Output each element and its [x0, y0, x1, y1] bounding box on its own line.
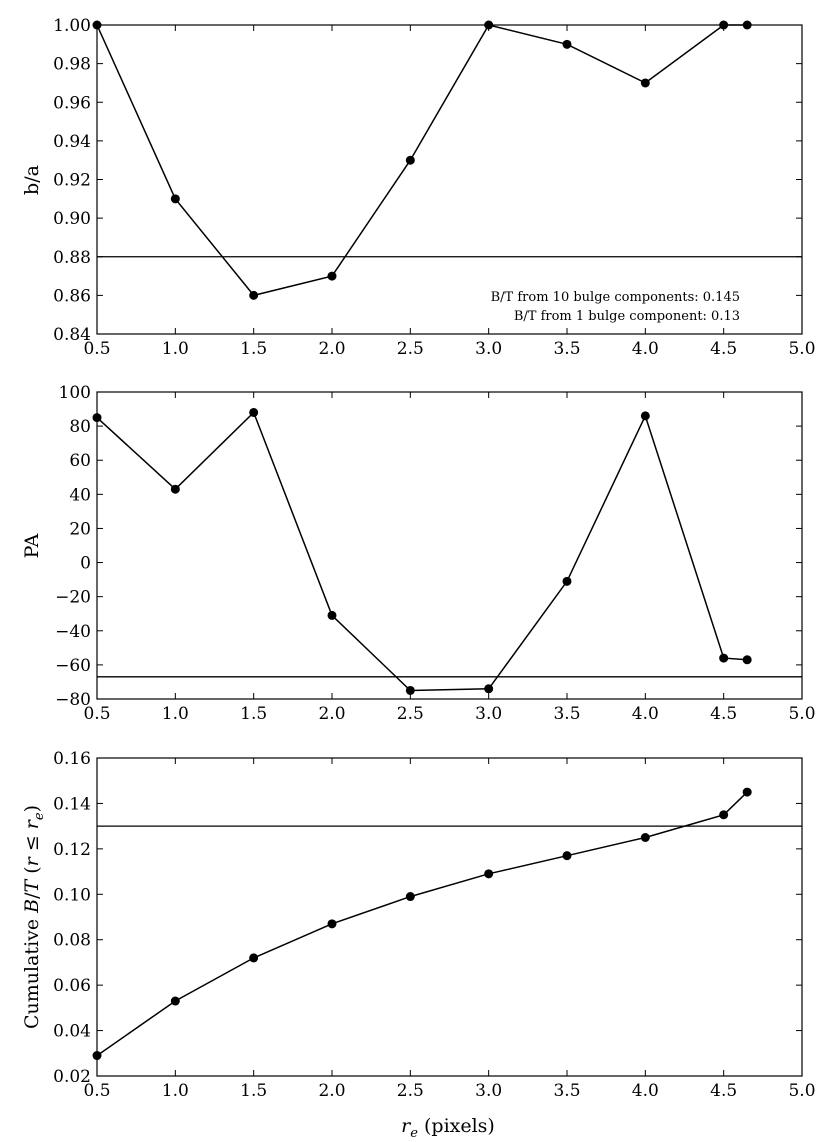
pa-plot-layer: [55, 383, 815, 724]
pa-y-tick-label: 100: [58, 383, 91, 403]
ba-x-tick-label: 3.5: [553, 339, 581, 359]
pa-x-tick-label: 3.5: [553, 704, 581, 724]
ba-x-tick-label: 2.0: [318, 339, 346, 359]
cbt-y-tick-label: 0.02: [53, 1067, 91, 1087]
pa-data-point: [171, 485, 180, 494]
ba-data-point: [406, 156, 415, 165]
ba-x-tick-label: 4.0: [631, 339, 659, 359]
pa-y-axis-title: PA: [21, 533, 43, 559]
pa-y-tick-label: −20: [55, 587, 91, 608]
pa-y-tick-label: 40: [69, 485, 91, 506]
ba-x-tick-label: 5.0: [788, 339, 816, 359]
pa-x-tick-label: 2.0: [318, 704, 346, 724]
pa-data-point: [328, 611, 337, 620]
cbt-plot-frame: [97, 758, 802, 1076]
ba-data-point: [743, 21, 752, 30]
ba-y-tick-label: 0.96: [53, 93, 91, 114]
pa-x-tick-label: 4.0: [631, 704, 659, 724]
ba-data-point: [93, 21, 102, 30]
pa-y-tick-label: −60: [55, 655, 91, 676]
cbt-y-tick-label: 0.12: [53, 839, 91, 860]
pa-y-tick-label: 20: [69, 519, 91, 540]
cbt-data-point: [171, 997, 180, 1006]
cbt-plot-layer: [53, 749, 815, 1101]
pa-x-tick-label: 1.0: [161, 704, 189, 724]
ba-data-point: [328, 272, 337, 281]
ba-y-tick-label: 0.90: [53, 209, 91, 230]
pa-data-point: [249, 408, 258, 417]
pa-y-tick-label: 60: [69, 451, 91, 472]
ba-y-axis-title: b/a: [21, 165, 43, 195]
pa-y-tick-label: −40: [55, 621, 91, 642]
cbt-data-point: [328, 919, 337, 928]
ba-series-line: [97, 25, 747, 295]
ba-x-tick-label: 2.5: [396, 339, 424, 359]
cbt-series-line: [97, 792, 747, 1056]
ba-data-point: [641, 78, 650, 87]
panel-position-angle: [21, 383, 816, 724]
pa-series-line: [97, 413, 747, 691]
ba-y-tick-label: 1.00: [53, 16, 91, 36]
ba-x-tick-label: 4.5: [710, 339, 738, 359]
ba-x-tick-label: 1.5: [240, 339, 268, 359]
ba-y-tick-label: 0.98: [53, 54, 91, 75]
ba-data-point: [719, 21, 728, 30]
cbt-x-tick-label: 5.0: [788, 1081, 816, 1101]
cbt-data-point: [719, 810, 728, 819]
pa-x-tick-label: 3.0: [475, 704, 503, 724]
cbt-y-axis-title: Cumulative B/T $(r \le r_e)$: [21, 805, 47, 1029]
annotation-line-2: B/T from 1 bulge component: 0.13: [513, 309, 740, 324]
pa-x-tick-label: 0.5: [83, 704, 111, 724]
ba-data-point: [484, 21, 493, 30]
panel-axis-ratio: [21, 16, 816, 359]
cbt-x-tick-label: 4.0: [631, 1081, 659, 1101]
ba-y-tick-label: 0.92: [53, 170, 91, 191]
cbt-data-point: [249, 953, 258, 962]
ba-y-tick-label: 0.94: [53, 131, 91, 152]
cbt-data-point: [484, 869, 493, 878]
cbt-data-point: [93, 1051, 102, 1060]
cbt-x-tick-label: 2.5: [396, 1081, 424, 1101]
cbt-x-tick-label: 4.5: [710, 1081, 738, 1101]
ba-y-tick-label: 0.88: [53, 247, 91, 268]
pa-y-tick-label: 0: [80, 553, 91, 574]
ba-x-tick-label: 0.5: [83, 339, 111, 359]
pa-x-tick-label: 4.5: [710, 704, 738, 724]
pa-x-tick-label: 1.5: [240, 704, 268, 724]
cbt-data-point: [406, 892, 415, 901]
ba-data-point: [249, 291, 258, 300]
cbt-y-tick-label: 0.10: [53, 885, 91, 906]
ba-x-tick-label: 1.0: [161, 339, 189, 359]
cbt-y-tick-label: 0.04: [53, 1021, 91, 1042]
cbt-x-axis-title: $r_e$ (pixels): [401, 1115, 495, 1141]
pa-data-point: [641, 411, 650, 420]
pa-data-point: [563, 577, 572, 586]
ba-y-tick-label: 0.84: [53, 325, 91, 345]
cbt-x-tick-label: 1.5: [240, 1081, 268, 1101]
pa-data-point: [743, 655, 752, 664]
pa-x-tick-label: 2.5: [396, 704, 424, 724]
cbt-x-tick-label: 1.0: [161, 1081, 189, 1101]
pa-data-point: [484, 684, 493, 693]
ba-plot-frame: [97, 25, 802, 334]
pa-plot-frame: [97, 392, 802, 699]
panel-cumulative-bt: [21, 749, 816, 1141]
pa-y-tick-label: 80: [69, 417, 91, 438]
pa-y-tick-label: −80: [55, 690, 91, 710]
cbt-y-tick-label: 0.08: [53, 930, 91, 951]
ba-data-point: [171, 194, 180, 203]
pa-x-tick-label: 5.0: [788, 704, 816, 724]
ba-x-tick-label: 3.0: [475, 339, 503, 359]
cbt-data-point: [743, 788, 752, 797]
cbt-y-tick-label: 0.06: [53, 976, 91, 997]
cbt-x-tick-label: 3.0: [475, 1081, 503, 1101]
pa-data-point: [406, 686, 415, 695]
cbt-data-point: [563, 851, 572, 860]
pa-data-point: [719, 654, 728, 663]
cbt-y-tick-label: 0.16: [53, 749, 91, 769]
annotation-line-1: B/T from 10 bulge components: 0.145: [490, 290, 740, 305]
ba-data-point: [563, 40, 572, 49]
ba-plot-layer: [53, 16, 815, 359]
cbt-y-tick-label: 0.14: [53, 794, 91, 815]
ba-y-tick-label: 0.86: [53, 286, 91, 307]
cbt-x-tick-label: 3.5: [553, 1081, 581, 1101]
cbt-x-tick-label: 2.0: [318, 1081, 346, 1101]
pa-data-point: [93, 413, 102, 422]
cbt-x-tick-label: 0.5: [83, 1081, 111, 1101]
cbt-data-point: [641, 833, 650, 842]
